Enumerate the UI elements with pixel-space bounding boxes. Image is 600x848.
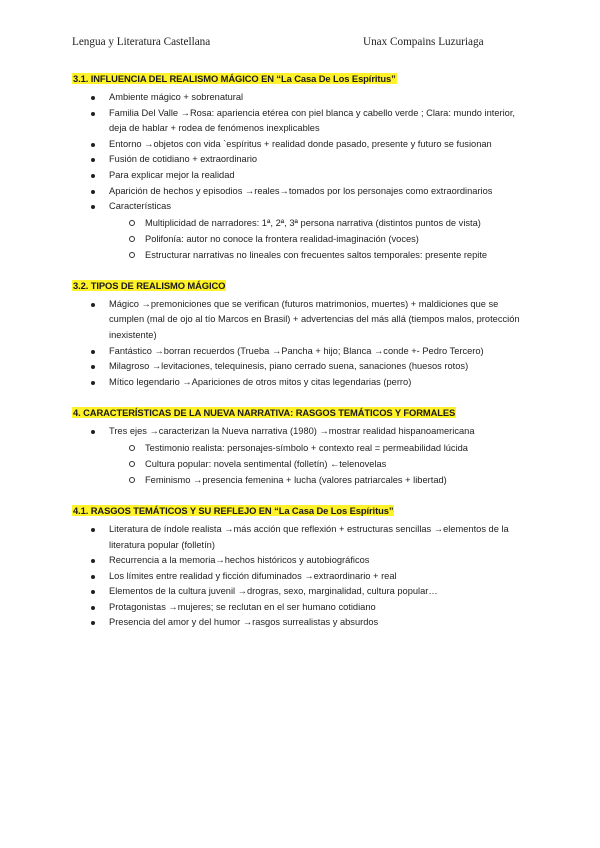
list-item-text: Características <box>109 201 171 212</box>
header-author: Unax Compains Luzuriaga <box>363 36 484 48</box>
list-item-text: Para explicar mejor la realidad <box>109 169 235 180</box>
list-item <box>72 522 532 553</box>
list-item-text: Familia Del Valle →Rosa: apariencia etérea con piel blanca y cabello verde ; Clara: mundo interior, deja de hablar + rodea de fenómenos inexplicables <box>109 107 515 134</box>
list-item <box>72 106 532 137</box>
list-item-text: Tres ejes →caracterizan la Nueva narrativa (1980) →mostrar realidad hispanoamericana <box>109 426 475 437</box>
section-heading-text: 4.1. RASGOS TEMÁTICOS Y SU REFLEJO EN “La Casa De Los Espíritus” <box>73 504 394 516</box>
list-item <box>72 615 532 631</box>
list-item-text: Recurrencia a la memoria→hechos históricos y autobiográficos <box>109 555 370 566</box>
list-item-text: Fusión de cotidiano + extraordinario <box>109 154 258 165</box>
list-item <box>72 152 532 168</box>
list-item-text: Los límites entre realidad y ficción difuminados →extraordinario + real <box>109 570 397 581</box>
list-item <box>72 297 532 344</box>
sub-list-item: Cultura popular: novela sentimental (folletín) ←telenovelas <box>72 456 532 472</box>
list-item-text: Elementos de la cultura juvenil →drogras, sexo, marginalidad, cultura popular… <box>109 586 438 597</box>
list-item <box>72 553 532 569</box>
section <box>72 504 532 631</box>
list-item-text: Mágico →premoniciones que se verifican (futuros matrimonios, muertes) + maldiciones que se cumplen (mal de ojo al tío Marcos en Brasil) + advertencias del más allá (tiempos malos, protección inexistente) <box>109 298 520 340</box>
list-item <box>72 424 532 440</box>
list-item-text: Fantástico →borran recuerdos (Trueba →Pancha + hijo; Blanca →conde +- Pedro Tercero) <box>109 345 484 356</box>
list-item <box>72 584 532 600</box>
list-item-text: Entorno →objetos con vida `espíritus + realidad donde pasado, presente y futuro se fusionan <box>109 138 492 149</box>
list-item <box>72 199 532 215</box>
section-heading <box>72 279 532 293</box>
section <box>72 406 532 488</box>
header-subject: Lengua y Literatura Castellana <box>72 36 211 48</box>
sub-list-item: Multiplicidad de narradores: 1ª, 2ª, 3ª persona narrativa (distintos puntos de vista) <box>72 215 532 231</box>
section-heading <box>72 406 532 420</box>
section-heading <box>72 72 532 86</box>
list-item <box>72 569 532 585</box>
section-heading-text: 3.2. TIPOS DE REALISMO MÁGICO <box>73 279 226 291</box>
list-item <box>72 90 532 106</box>
document-body <box>72 72 532 647</box>
list-item-text: Presencia del amor y del humor →rasgos surrealistas y absurdos <box>109 617 379 628</box>
section <box>72 279 532 391</box>
sub-list-item: Testimonio realista: personajes-símbolo + contexto real = permeabilidad lúcida <box>72 440 532 456</box>
list-item-text: Aparición de hechos y episodios →reales→tomados por los personajes como extraordinarios <box>109 185 493 196</box>
sub-list-item: Polifonía: autor no conoce la frontera realidad-imaginación (voces) <box>72 231 532 247</box>
list-item-text: Milagroso →levitaciones, telequinesis, piano cerrado suena, sanaciones (huesos rotos) <box>109 361 469 372</box>
sub-list <box>72 215 532 263</box>
sub-list-item: Feminismo →presencia femenina + lucha (valores patriarcales + libertad) <box>72 472 532 488</box>
list-item <box>72 600 532 616</box>
list-item-text: Protagonistas →mujeres; se reclutan en el ser humano cotidiano <box>109 601 376 612</box>
bullet-list <box>72 424 532 488</box>
sub-list-item: Estructurar narrativas no lineales con frecuentes saltos temporales: presente repite <box>72 247 532 263</box>
list-item <box>72 344 532 360</box>
bullet-list <box>72 90 532 263</box>
sub-list <box>72 440 532 488</box>
list-item-text: Ambiente mágico + sobrenatural <box>109 92 244 102</box>
bullet-list <box>72 297 532 391</box>
section <box>72 72 532 263</box>
list-item-text: Mítico legendario →Apariciones de otros mitos y citas legendarias (perro) <box>109 376 412 387</box>
list-item <box>72 168 532 184</box>
list-item <box>72 137 532 153</box>
section-heading-text: 4. CARACTERÍSTICAS DE LA NUEVA NARRATIVA: RASGOS TEMÁTICOS Y FORMALES <box>73 407 456 419</box>
list-item-text: Literatura de índole realista →más acción que reflexión + estructuras sencillas →elementos de la literatura popular (folletín) <box>109 523 509 550</box>
list-item <box>72 184 532 200</box>
section-heading-text: 3.1. INFLUENCIA DEL REALISMO MÁGICO EN “La Casa De Los Espíritus” <box>73 73 396 84</box>
list-item <box>72 375 532 391</box>
list-item <box>72 359 532 375</box>
bullet-list <box>72 522 532 631</box>
section-heading <box>72 504 532 518</box>
